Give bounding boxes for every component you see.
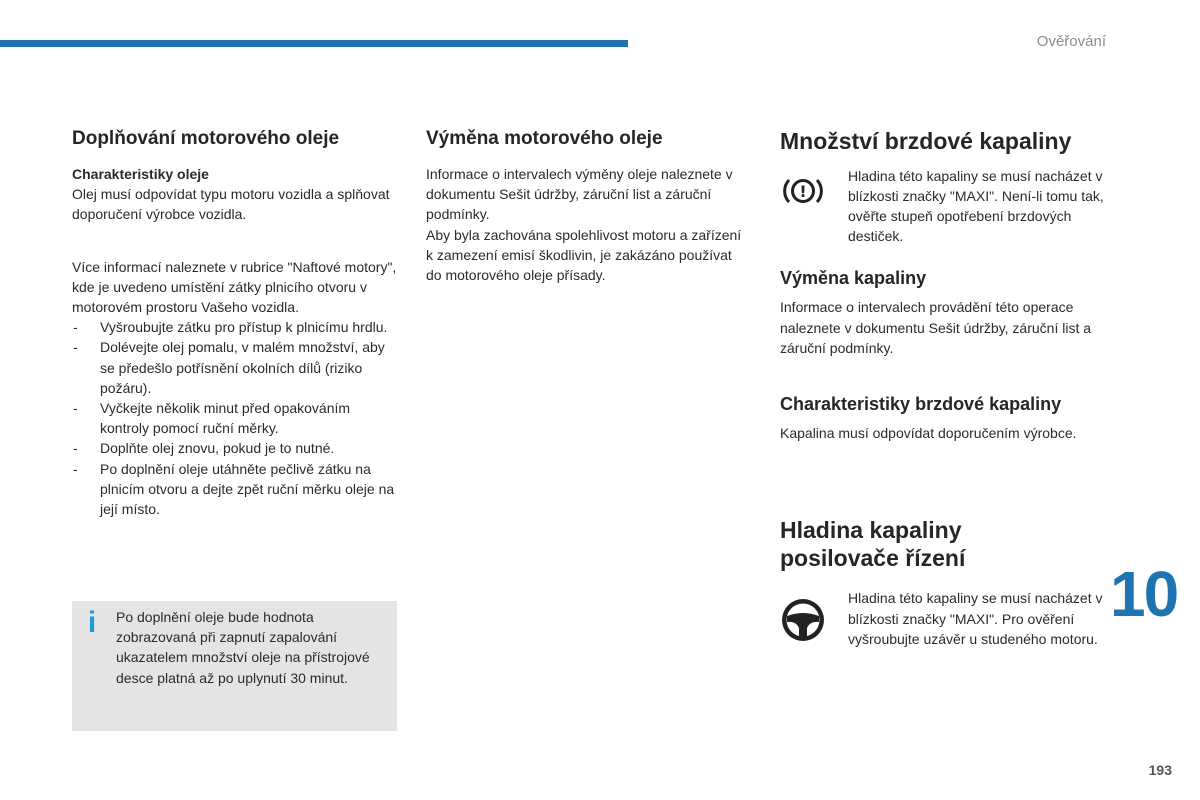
list-item: - Vyčkejte několik minut před opakováním kontroly pomocí ruční měrky. (72, 398, 402, 438)
oil-change-title: Výměna motorového oleje (426, 128, 663, 149)
fluid-replace-title: Výměna kapaliny (780, 268, 927, 289)
oil-spec-subtitle: Charakteristiky oleje (72, 166, 209, 182)
oil-change-text: Informace o intervalech výměny oleje naleznete v dokumentu Sešit údržby, záruční list a záruční podmínky. (426, 166, 733, 223)
header-accent-bar (0, 40, 628, 47)
fluid-replace-text: Informace o intervalech provádění této operace naleznete v dokumentu Sešit údržby, záruční list a záruční podmínky. (780, 299, 1092, 356)
brake-warning-icon (780, 166, 848, 215)
list-item: - Dolévejte olej pomalu, v malém množství, aby se předešlo potřísnění okolních dílů (riziko požáru). (72, 337, 402, 398)
list-item: - Vyšroubujte zátku pro přístup k plnicímu hrdlu. (72, 317, 402, 337)
column-oil-topup (72, 128, 402, 519)
svg-text:!: ! (799, 181, 807, 201)
steering-fluid-text: Hladina této kapaliny se musí nacházet v blízkosti značky "MAXI". Pro ověření vyšroubujte uzávěr u studeného motoru. (848, 590, 1103, 647)
oil-topup-steps (72, 317, 402, 519)
info-box (72, 601, 397, 731)
chapter-number: 10 (1110, 558, 1178, 630)
column-brake-fluid (780, 128, 1120, 651)
column-oil-change (426, 128, 746, 285)
oil-info-text: Více informací naleznete v rubrice "Naftové motory", kde je uvedeno umístění zátky plnicího otvoru v motorovém prostoru Vašeho vozidla. (72, 258, 397, 316)
brake-fluid-text: Hladina této kapaliny se musí nacházet v blízkosti značky "MAXI". Není-li tomu tak, ověřte stupeň opotřebení brzdových destiček. (848, 167, 1104, 245)
brake-spec-title: Charakteristiky brzdové kapaliny (780, 394, 1062, 415)
page-number: 193 (1148, 762, 1172, 778)
brake-fluid-row (780, 166, 1120, 247)
oil-additive-text: Aby byla zachována spolehlivost motoru a zařízení k zamezení emisí škodlivin, je zakázáno používat do motorového oleje přísady. (426, 226, 742, 284)
list-item: - Po doplnění oleje utáhněte pečlivě zátku na plnicím otvoru a dejte zpět ruční měrku oleje na její místo. (72, 459, 402, 520)
oil-topup-title: Doplňování motorového oleje (72, 128, 340, 149)
steering-title-line2: posilovače řízení (780, 544, 966, 571)
brake-spec-text: Kapalina musí odpovídat doporučením výrobce. (780, 425, 1077, 442)
info-icon: i (87, 606, 97, 639)
brake-fluid-title: Množství brzdové kapaliny (780, 128, 1072, 154)
oil-spec-text: Olej musí odpovídat typu motoru vozidla a splňovat doporučení výrobce vozidla. (72, 186, 390, 223)
list-item: - Doplňte olej znovu, pokud je to nutné. (72, 438, 402, 458)
steering-fluid-row (780, 588, 1120, 651)
info-box-text: Po doplnění oleje bude hodnota zobrazovaná při zapnutí zapalování ukazatelem množství oleje na přístrojové desce platná až po uplynutí 30 minut. (116, 609, 370, 686)
steering-wheel-icon (780, 588, 848, 651)
steering-title-line1: Hladina kapaliny (780, 517, 962, 544)
section-label: Ověřování (1036, 33, 1106, 50)
